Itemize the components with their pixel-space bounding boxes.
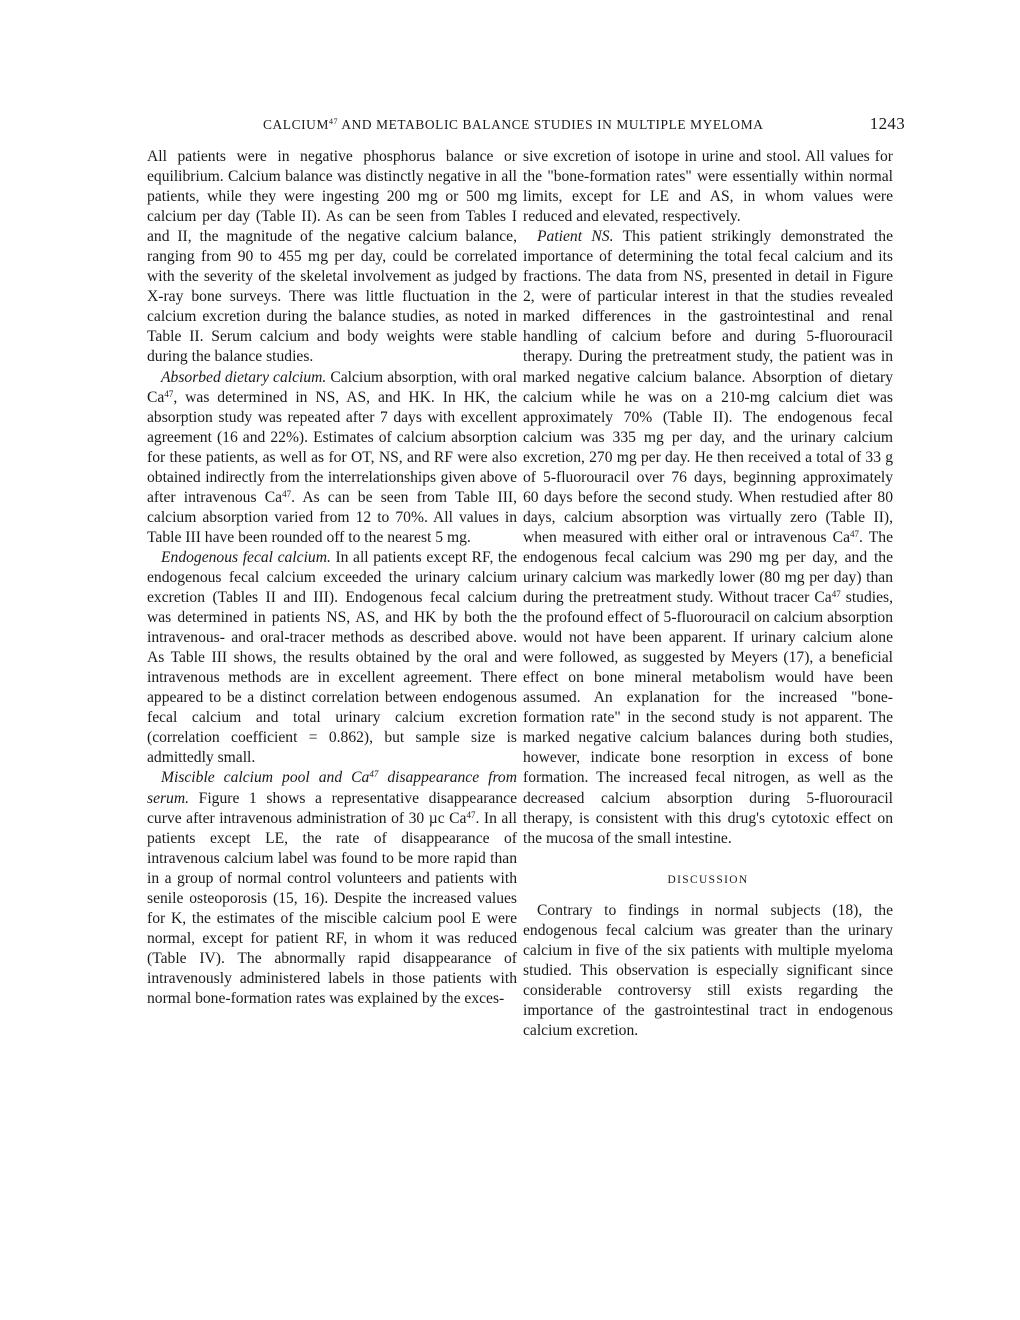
paragraph-text: , was determined in NS, AS, and HK. In HK, the absorption study was repeated after 7 days with excellent agreement (16 and 22%). Estimates of calcium absorption for these patients, as well as for OT, NS, and RF were also obtained indirectly from the interrelationships given above after intravenous Ca [147, 388, 517, 506]
page-number: 1243 [869, 114, 905, 133]
paragraph-text: Calcium absorption, with oral Ca [147, 368, 518, 406]
paragraph-miscible-calcium-pool [147, 768, 517, 1009]
superscript: 47 [282, 488, 292, 499]
title-superscript: 47 [328, 117, 339, 126]
paragraph-continued: sive excretion of isotope in urine and stool. All values for the "bone-formation rates" were essentially within normal limits, except for LE and AS, in whom values were reduced and elevated, respectively. [523, 148, 893, 226]
paragraph-text: studies, the profound effect of 5-fluorouracil on calcium absorption would not have been apparent. If urinary calcium alone were followed, as suggested by Meyers (17), a beneficial effect on bone mineral metabolism would have been assumed. An explanation for the increased "bone-formation rate" in the second study is not apparent. The marked negative calcium balances during both studies, however, indicate bone resorption in excess of bone formation. The increased fecal nitrogen, as well as the decreased calcium absorption during 5-fluorouracil therapy, is consistent with this drug's cytotoxic effect on the mucosa of the small intestine. [523, 589, 893, 847]
running-header [145, 114, 905, 138]
run-in-heading: Patient NS. [537, 228, 614, 246]
run-in-heading: Endogenous fecal calcium. [161, 548, 331, 566]
paragraph-phosphorus-balance: All patients were in negative phosphorus balance or equilibrium. Calcium balance was distinctly negative in all patients, while they were ingesting 200 mg or 500 mg calcium per day (Table II). As can be seen from Tables I and II, the magnitude of the negative calcium balance, ranging from 90 to 455 mg per day, could be correlated with the severity of the skeletal involvement as judged by X-ray bone surveys. There was little fluctuation in the calcium excretion during the balance studies, as noted in Table II. Serum calcium and body weights were stable during the balance studies. [147, 148, 517, 366]
paragraph-endogenous-fecal-calcium [147, 548, 517, 769]
heading-text: disappearance from serum. [147, 769, 517, 807]
paragraph-text: . As can be seen from Table III, calcium absorption varied from 12 to 70%. All values in Table III have been rounded off to the nearest 5 mg. [147, 488, 518, 546]
superscript: 47 [831, 589, 841, 600]
paragraph-text: . The endogenous fecal calcium was 290 mg per day, and the urinary calcium was markedly lower (80 mg per day) than during the pretreatment study. Without tracer Ca [523, 528, 893, 607]
section-heading-discussion: DISCUSSION [667, 873, 749, 886]
paragraph-discussion: Contrary to findings in normal subjects (18), the endogenous fecal calcium was greater than the urinary calcium in five of the six patients with multiple myeloma studied. This observation is especially significant since considerable controversy still exists regarding the importance of the gastrointestinal tract in endogenous calcium excretion. [523, 901, 893, 1039]
paragraph-patient-ns [523, 227, 893, 848]
paragraph-text: This patient strikingly demonstrated the importance of determining the total fecal calcium and its fractions. The data from NS, presented in detail in Figure 2, were of particular interest in that the studies revealed marked differences in the gastrointestinal and renal handling of calcium before and during 5-fluorouracil therapy. During the pretreatment study, the patient was in marked negative calcium balance. Absorption of dietary calcium while he was on a 210-mg calcium diet was approximately 70% (Table II). The endogenous fecal calcium was 335 mg per day, and the urinary calcium excretion, 270 mg per day. He then received a total of 33 g of 5-fluorouracil over 76 days, beginning approximately 60 days before the second study. When restudied after 80 days, calcium absorption was virtually zero (Table II), when measured with either oral or intravenous Ca [523, 228, 893, 546]
superscript: 47 [369, 769, 379, 780]
running-title [263, 117, 763, 133]
run-in-heading: Absorbed dietary calcium. [161, 368, 327, 386]
heading-text: Miscible calcium pool and Ca [161, 769, 370, 787]
paragraph-text: Figure 1 shows a representative disappearance curve after intravenous administration of 30 µc Ca [147, 789, 517, 827]
superscript: 47 [164, 388, 174, 399]
paragraph-text: In all patients except RF, the endogenous fecal calcium exceeded the urinary calcium excretion (Tables II and III). Endogenous fecal calcium was determined in patients NS, AS, and HK by both the intravenous- and oral-tracer methods as described above. As Table III shows, the results obtained by the oral and intravenous methods are in excellent agreement. There appeared to be a distinct correlation between endogenous fecal calcium and total urinary calcium excretion (correlation coefficient = 0.862), but sample size is admittedly small. [147, 548, 517, 767]
title-suffix: AND METABOLIC BALANCE STUDIES IN MULTIPLE MYELOMA [338, 117, 764, 132]
paragraph-absorbed-dietary-calcium [147, 368, 517, 548]
superscript: 47 [850, 528, 859, 539]
paragraph-text: . In all patients except LE, the rate of disappearance of intravenous calcium label was found to be more rapid than in a group of normal control volunteers and patients with senile osteoporosis (15, 16). Despite the increased values for K, the estimates of the miscible calcium pool E were normal, except for patient RF, in whom it was reduced (Table IV). The abnormally rapid disappearance of intravenously administered labels in those patients with normal bone-formation rates was explained by the exces- [147, 809, 517, 1007]
left-column [147, 147, 517, 1009]
right-column [523, 147, 893, 1041]
title-prefix: CALCIUM [263, 117, 329, 132]
superscript: 47 [466, 809, 476, 820]
